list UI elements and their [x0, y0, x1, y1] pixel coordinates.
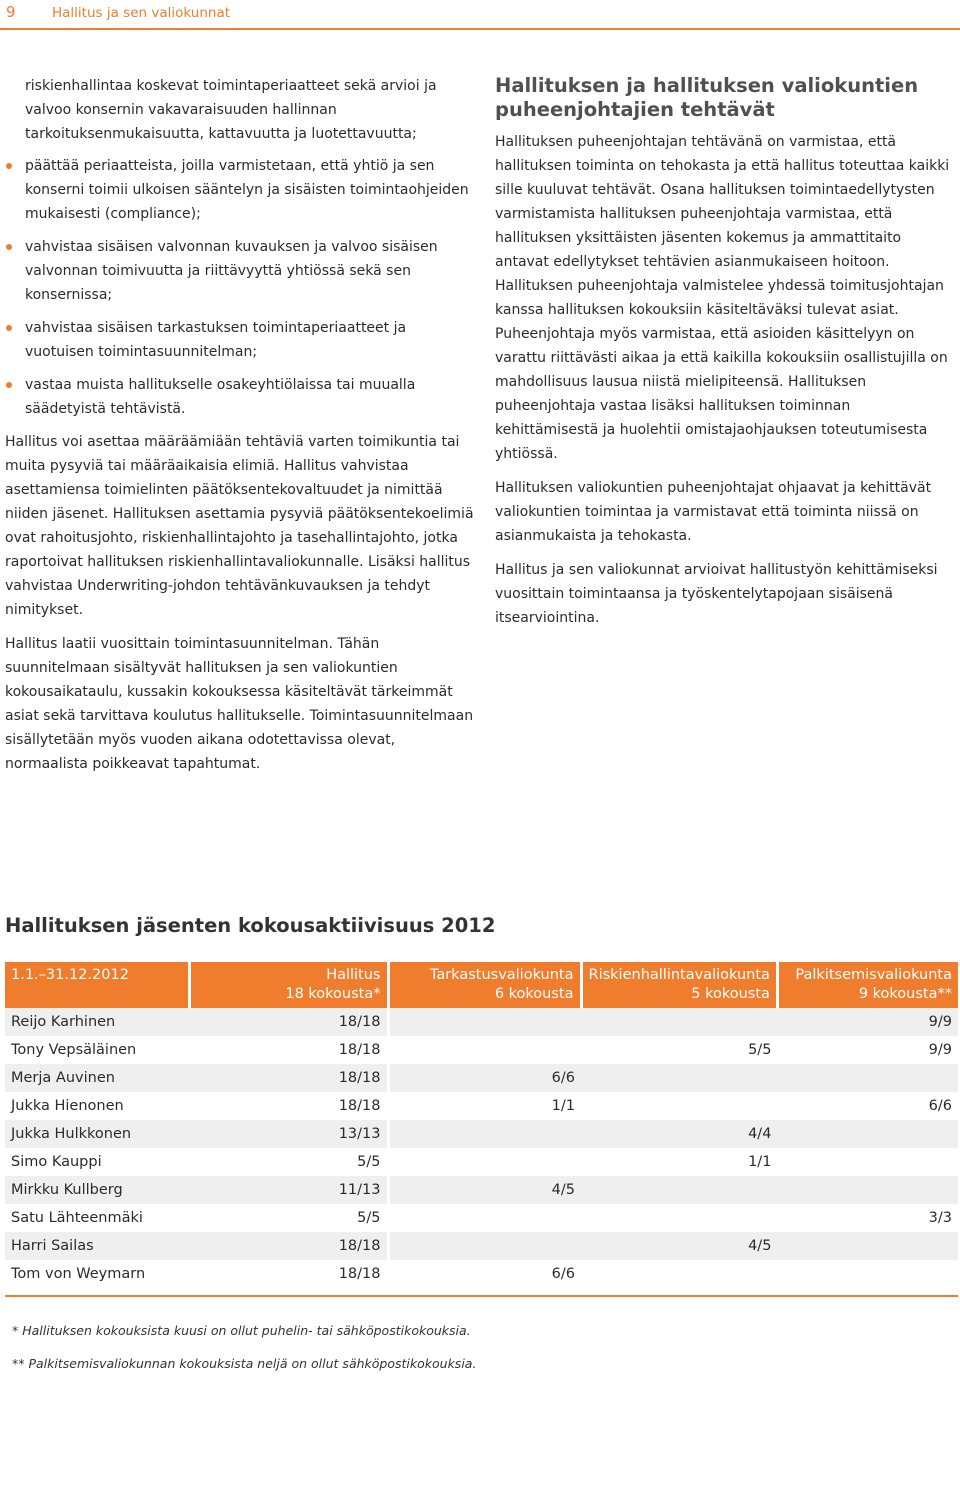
- member-name: Tom von Weymarn: [11, 1266, 146, 1282]
- remuneration-attendance: 9/9: [777, 1008, 958, 1036]
- table-row: [5, 1036, 958, 1064]
- page-number: 9: [6, 3, 16, 21]
- table-header-row: [5, 962, 958, 1008]
- risk-attendance: [581, 1176, 777, 1204]
- remuneration-attendance: [777, 1260, 958, 1288]
- body-paragraph: Hallitus laatii vuosittain toimintasuunnitelman. Tähän suunnitelmaan sisältyvät hallituksen ja sen valiokuntien kokousaikataulu, kussakin kokouksessa käsiteltävät tärkeimmät asiat sekä tarvittava koulutus hallitukselle. Toimintasuunnitelmaan sisällytetään myös vuoden aikana odotettavissa olevat, normaalista poikkeavat tapahtumat.: [5, 636, 474, 772]
- bullet-item: [5, 316, 475, 364]
- member-name: Merja Auvinen: [5, 1064, 189, 1092]
- member-name: Reijo Karhinen: [5, 1008, 189, 1036]
- remuneration-attendance: [777, 1120, 958, 1148]
- table-row: [5, 1204, 958, 1232]
- board-attendance: 11/13: [189, 1176, 388, 1204]
- board-attendance: 5/5: [189, 1148, 388, 1176]
- member-name: Mirkku Kullberg: [5, 1176, 189, 1204]
- member-name: Jukka Hulkkonen: [5, 1120, 189, 1148]
- bullet-dot-icon: [6, 244, 12, 250]
- table-row: [5, 1176, 958, 1204]
- audit-attendance: 1/1: [551, 1098, 575, 1114]
- body-paragraph: Hallitus ja sen valiokunnat arvioivat hallitustyön kehittämiseksi vuosittain toimintaansa ja työskentelytapojaan sisäisenä itsearviointina.: [495, 562, 938, 626]
- header-title: Hallitus ja sen valiokunnat: [52, 5, 231, 21]
- bullet-item: [5, 235, 475, 307]
- bullet-text: vahvistaa sisäisen valvonnan kuvauksen ja valvoo sisäisen valvonnan toimivuutta ja riittävyyttä yhtiössä sekä sen konsernissa;: [25, 239, 438, 303]
- remuneration-attendance: 3/3: [928, 1210, 952, 1226]
- table-row: [5, 1008, 958, 1036]
- bullet-item: [5, 154, 475, 226]
- board-attendance: 5/5: [189, 1204, 388, 1232]
- risk-attendance: [581, 1092, 777, 1120]
- member-name: Tony Vepsäläinen: [11, 1042, 137, 1058]
- audit-attendance: [388, 1148, 581, 1176]
- audit-attendance: 4/5: [388, 1176, 581, 1204]
- header-cell-remuneration: Palkitsemisvaliokunta 9 kokousta**: [777, 962, 958, 1008]
- risk-attendance: 4/4: [581, 1120, 777, 1148]
- table-bottom-rule: [5, 1295, 958, 1297]
- member-name: Simo Kauppi: [11, 1154, 102, 1170]
- page-header: [0, 0, 960, 30]
- table-row: [5, 1120, 958, 1148]
- section-title: Hallituksen ja hallituksen valiokuntien puheenjohtajien tehtävät: [495, 74, 919, 121]
- board-attendance: 18/18: [189, 1260, 388, 1288]
- member-name: Jukka Hienonen: [11, 1098, 124, 1114]
- risk-attendance: [581, 1204, 777, 1232]
- table-row: [5, 1148, 958, 1176]
- header-cell-risk: Riskienhallintavaliokunta 5 kokousta: [581, 962, 777, 1008]
- risk-attendance: [581, 1064, 777, 1092]
- table-row: [5, 1232, 958, 1260]
- table-row: [5, 1092, 958, 1120]
- header-cell-board: Hallitus 18 kokousta*: [189, 962, 388, 1008]
- risk-attendance: [581, 1008, 777, 1036]
- remuneration-attendance: [777, 1148, 958, 1176]
- risk-attendance: [581, 1260, 777, 1288]
- audit-attendance: [388, 1036, 581, 1064]
- body-paragraph: Hallitus voi asettaa määräämiään tehtäviä varten toimikuntia tai muita pysyviä tai määräaikaisia elimiä. Hallitus vahvistaa asettamiensa toimielinten päätöksentekovaltuudet ja nimittää niiden jäsenet. Hallituksen asettamia pysyviä päätöksentekoelimiä ovat rahoitusjohto, riskienhallintajohto ja tasehallintajohto, jotka raportoivat hallituksen riskienhallintavaliokunnalle. Lisäksi hallitus vahvistaa Underwriting-johdon tehtävänkuvauksen ja tehdyt nimitykset.: [5, 434, 474, 618]
- board-attendance: 18/18: [189, 1092, 388, 1120]
- lead-paragraph: riskienhallintaa koskevat toimintaperiaatteet sekä arvioi ja valvoo konsernin vakavaraisuuden hallinnan tarkoituksenmukaisuutta, kattavuutta ja luotettavuutta;: [25, 78, 437, 142]
- bullet-text: vastaa muista hallitukselle osakeyhtiölaissa tai muualla säädetyistä tehtävistä.: [25, 377, 416, 417]
- body-paragraph: Hallituksen valiokuntien puheenjohtajat ohjaavat ja kehittävät valiokuntien toimintaa ja varmistavat että toiminta niissä on asianmukaista ja tehokasta.: [495, 480, 932, 544]
- remuneration-attendance: [777, 1176, 958, 1204]
- risk-attendance: 4/5: [581, 1232, 777, 1260]
- remuneration-attendance: 9/9: [928, 1042, 952, 1058]
- footnote: * Hallituksen kokouksista kuusi on ollut puhelin- tai sähköpostikokouksia.: [12, 1323, 471, 1338]
- header-cell-period: 1.1.–31.12.2012: [5, 962, 189, 1008]
- board-attendance: 18/18: [189, 1064, 388, 1092]
- header-cell-audit: Tarkastusvaliokunta 6 kokousta: [388, 962, 581, 1008]
- bullet-text: päättää periaatteista, joilla varmistetaan, että yhtiö ja sen konserni toimii ulkoisen sääntelyn ja sisäisten toimintaohjeiden mukaisesti (compliance);: [25, 158, 469, 222]
- bullet-item: [5, 373, 475, 421]
- board-attendance: 18/18: [189, 1036, 388, 1064]
- table-row: [5, 1064, 958, 1092]
- bullet-dot-icon: [6, 163, 12, 169]
- table-title: Hallituksen jäsenten kokousaktiivisuus 2012: [5, 914, 496, 937]
- right-column: [495, 74, 957, 640]
- audit-attendance: 6/6: [551, 1266, 575, 1282]
- board-attendance: 18/18: [189, 1232, 388, 1260]
- footnote: ** Palkitsemisvaliokunnan kokouksista neljä on ollut sähköpostikokouksia.: [12, 1356, 477, 1371]
- bullet-dot-icon: [6, 382, 12, 388]
- board-attendance: 18/18: [189, 1008, 388, 1036]
- member-name: Harri Sailas: [5, 1232, 189, 1260]
- left-column: [5, 74, 475, 786]
- remuneration-attendance: [777, 1232, 958, 1260]
- audit-attendance: [388, 1232, 581, 1260]
- attendance-table: [5, 962, 958, 1288]
- remuneration-attendance: 6/6: [928, 1098, 952, 1114]
- audit-attendance: [388, 1204, 581, 1232]
- bullet-text: vahvistaa sisäisen tarkastuksen toimintaperiaatteet ja vuotuisen toimintasuunnitelman;: [25, 320, 407, 360]
- table-row: [5, 1260, 958, 1288]
- board-attendance: 13/13: [189, 1120, 388, 1148]
- audit-attendance: 6/6: [388, 1064, 581, 1092]
- risk-attendance: 5/5: [748, 1042, 772, 1058]
- member-name: Satu Lähteenmäki: [11, 1210, 143, 1226]
- remuneration-attendance: [777, 1064, 958, 1092]
- audit-attendance: [388, 1120, 581, 1148]
- audit-attendance: [388, 1008, 581, 1036]
- bullet-dot-icon: [6, 325, 12, 331]
- body-paragraph: Hallituksen puheenjohtajan tehtävänä on varmistaa, että hallituksen toiminta on tehokasta ja että hallitus toteuttaa kaikki sille kuuluvat tehtävät. Osana hallituksen toimintaedellytysten varmistamista hallituksen puheenjohtaja varmistaa, että hallituksen yksittäisten jäsenten kokemus ja ammattitaito antavat edellytykset tehtävien asianmukaiseen hoitoon. Hallituksen puheenjohtaja valmistelee yhdessä toimitusjohtajan kanssa hallituksen kokouksiin käsiteltäväksi tulevat asiat. Puheenjohtaja myös varmistaa, että asioiden käsittelyyn on varattu riittävästi aikaa ja että kaikilla kokouksiin osallistujilla on mahdollisuus lausua niistä mielipiteensä. Hallituksen puheenjohtaja vastaa lisäksi hallituksen toiminnan kehittämisestä ja huolehtii omistajaohjauksen toteutumisesta yhtiössä.: [495, 134, 950, 462]
- risk-attendance: 1/1: [748, 1154, 772, 1170]
